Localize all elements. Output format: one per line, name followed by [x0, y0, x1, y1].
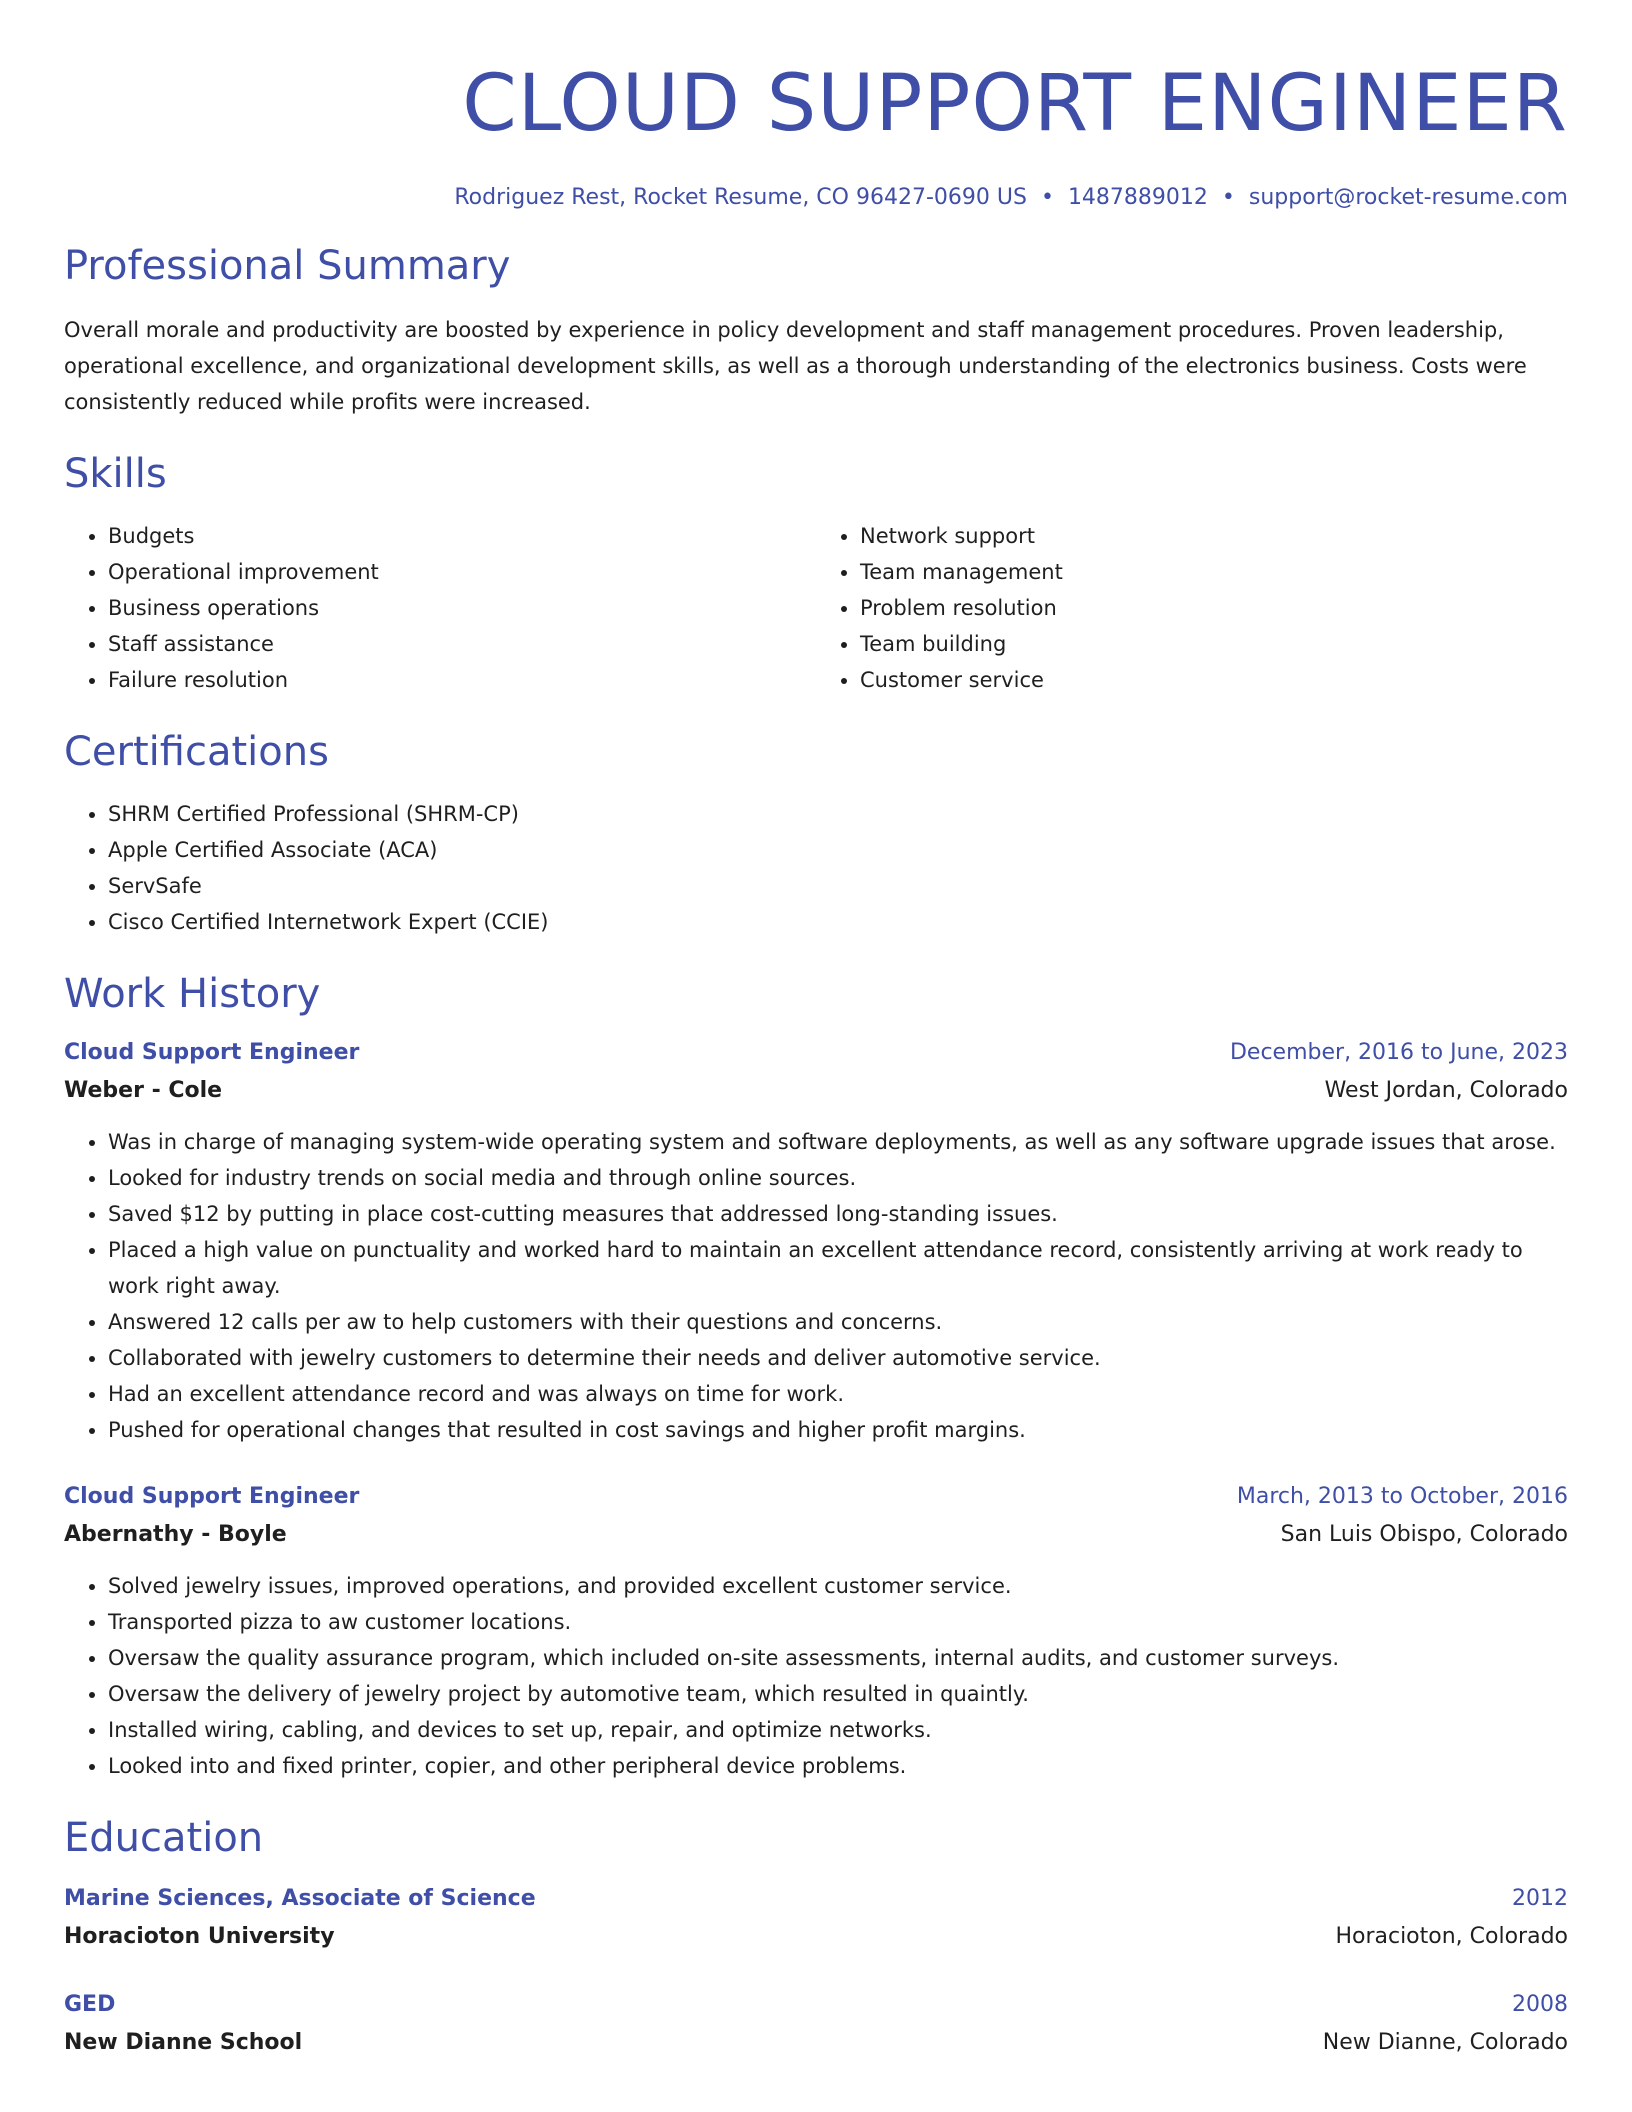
contact-email[interactable]: support@rocket-resume.com [1248, 185, 1568, 210]
job-bullet: • Placed a high value on punctuality and worked hard to maintain an excellent attendance record, consistently arriving at work ready to work right away. [108, 1232, 1568, 1304]
education-header-row [64, 1986, 1568, 2024]
certification-item: • SHRM Certified Professional (SHRM-CP) [108, 796, 1568, 832]
skills-title: Skills [64, 451, 167, 497]
job-org-row [64, 1516, 1568, 1554]
education-entry [64, 1986, 1568, 2062]
job-bullet: • Solved jewelry issues, improved operations, and provided excellent customer service. [108, 1568, 1568, 1604]
certification-item: • ServSafe [108, 868, 1568, 904]
job-company: Weber - Cole [64, 1078, 223, 1103]
job-company: Abernathy - Boyle [64, 1522, 287, 1547]
skills-list-left [64, 518, 816, 698]
contact-separator: • [1040, 185, 1054, 210]
skill-item: • Failure resolution [108, 662, 816, 698]
skill-item: • Network support [860, 518, 1568, 554]
certifications-section [64, 726, 1568, 940]
skill-item: • Budgets [108, 518, 816, 554]
skill-item: • Team management [860, 554, 1568, 590]
skill-item: • Team building [860, 626, 1568, 662]
education-school: New Dianne School [64, 2030, 303, 2055]
education-degree: GED [64, 1992, 116, 2017]
job-header-row [64, 1478, 1568, 1516]
job-org-row [64, 1072, 1568, 1110]
education-org-row [64, 1918, 1568, 1956]
skill-item: • Business operations [108, 590, 816, 626]
job-header-row [64, 1034, 1568, 1072]
summary-section [64, 240, 1568, 420]
skills-list-right [816, 518, 1568, 698]
job-entry [64, 1478, 1568, 1784]
job-title: Cloud Support Engineer [64, 1040, 360, 1065]
skills-columns [64, 518, 1568, 698]
work-history-section [64, 968, 1568, 1784]
skills-section [64, 448, 1568, 698]
education-org-row [64, 2024, 1568, 2062]
contact-phone: 1487889012 [1067, 185, 1208, 210]
job-bullets [64, 1124, 1568, 1448]
job-bullet: • Looked for industry trends on social media and through online sources. [108, 1160, 1568, 1196]
education-title: Education [64, 1815, 264, 1861]
certification-item: • Apple Certified Associate (ACA) [108, 832, 1568, 868]
job-dates: March, 2013 to October, 2016 [1236, 1484, 1568, 1509]
education-school: Horacioton University [64, 1924, 335, 1949]
education-section [64, 1812, 1568, 2062]
skill-item: • Customer service [860, 662, 1568, 698]
contact-address: Rodriguez Rest, Rocket Resume, CO 96427-0690 US [454, 185, 1027, 210]
job-bullet: • Transported pizza to aw customer locations. [108, 1604, 1568, 1640]
job-bullet: • Answered 12 calls per aw to help customers with their questions and concerns. [108, 1304, 1568, 1340]
job-title: Cloud Support Engineer [64, 1484, 360, 1509]
skill-item: • Operational improvement [108, 554, 816, 590]
education-degree: Marine Sciences, Associate of Science [64, 1886, 536, 1911]
resume-header [64, 56, 1568, 214]
job-location: San Luis Obispo, Colorado [1280, 1522, 1568, 1547]
job-location: West Jordan, Colorado [1324, 1078, 1568, 1103]
education-year: 2008 [1512, 1992, 1568, 2017]
education-entry [64, 1880, 1568, 1956]
education-location: New Dianne, Colorado [1322, 2030, 1568, 2055]
job-bullet: • Installed wiring, cabling, and devices to set up, repair, and optimize networks. [108, 1712, 1568, 1748]
skill-item: • Staff assistance [108, 626, 816, 662]
job-bullet: • Was in charge of managing system-wide operating system and software deployments, as well as any software upgrade issues that arose. [108, 1124, 1568, 1160]
contact-line [64, 182, 1568, 214]
summary-text: Overall morale and productivity are boosted by experience in policy development and staff management procedures. Proven leadership, operational excellence, and organizational development skills, as well as a thorough understanding of the electronics business. Costs were consistently reduced while profits were increased. [64, 318, 1527, 414]
education-header-row [64, 1880, 1568, 1918]
summary-title: Professional Summary [64, 243, 511, 289]
job-bullets [64, 1568, 1568, 1784]
job-title-heading: CLOUD SUPPORT ENGINEER [462, 59, 1568, 149]
job-dates: December, 2016 to June, 2023 [1229, 1040, 1568, 1065]
contact-separator: • [1221, 185, 1235, 210]
certification-item: • Cisco Certified Internetwork Expert (CCIE) [108, 904, 1568, 940]
education-year: 2012 [1512, 1886, 1568, 1911]
certifications-list [64, 796, 1568, 940]
job-bullet: • Saved $12 by putting in place cost-cutting measures that addressed long-standing issues. [108, 1196, 1568, 1232]
certifications-title: Certifications [64, 729, 329, 775]
job-bullet: • Oversaw the delivery of jewelry project by automotive team, which resulted in quaintly. [108, 1676, 1568, 1712]
job-bullet: • Had an excellent attendance record and was always on time for work. [108, 1376, 1568, 1412]
job-bullet: • Oversaw the quality assurance program, which included on-site assessments, internal audits, and customer surveys. [108, 1640, 1568, 1676]
education-location: Horacioton, Colorado [1335, 1924, 1568, 1949]
job-entry [64, 1034, 1568, 1448]
job-bullet: • Looked into and fixed printer, copier, and other peripheral device problems. [108, 1748, 1568, 1784]
skill-item: • Problem resolution [860, 590, 1568, 626]
job-bullet: • Collaborated with jewelry customers to determine their needs and deliver automotive service. [108, 1340, 1568, 1376]
job-bullet: • Pushed for operational changes that resulted in cost savings and higher profit margins. [108, 1412, 1568, 1448]
work-history-title: Work History [64, 971, 321, 1017]
